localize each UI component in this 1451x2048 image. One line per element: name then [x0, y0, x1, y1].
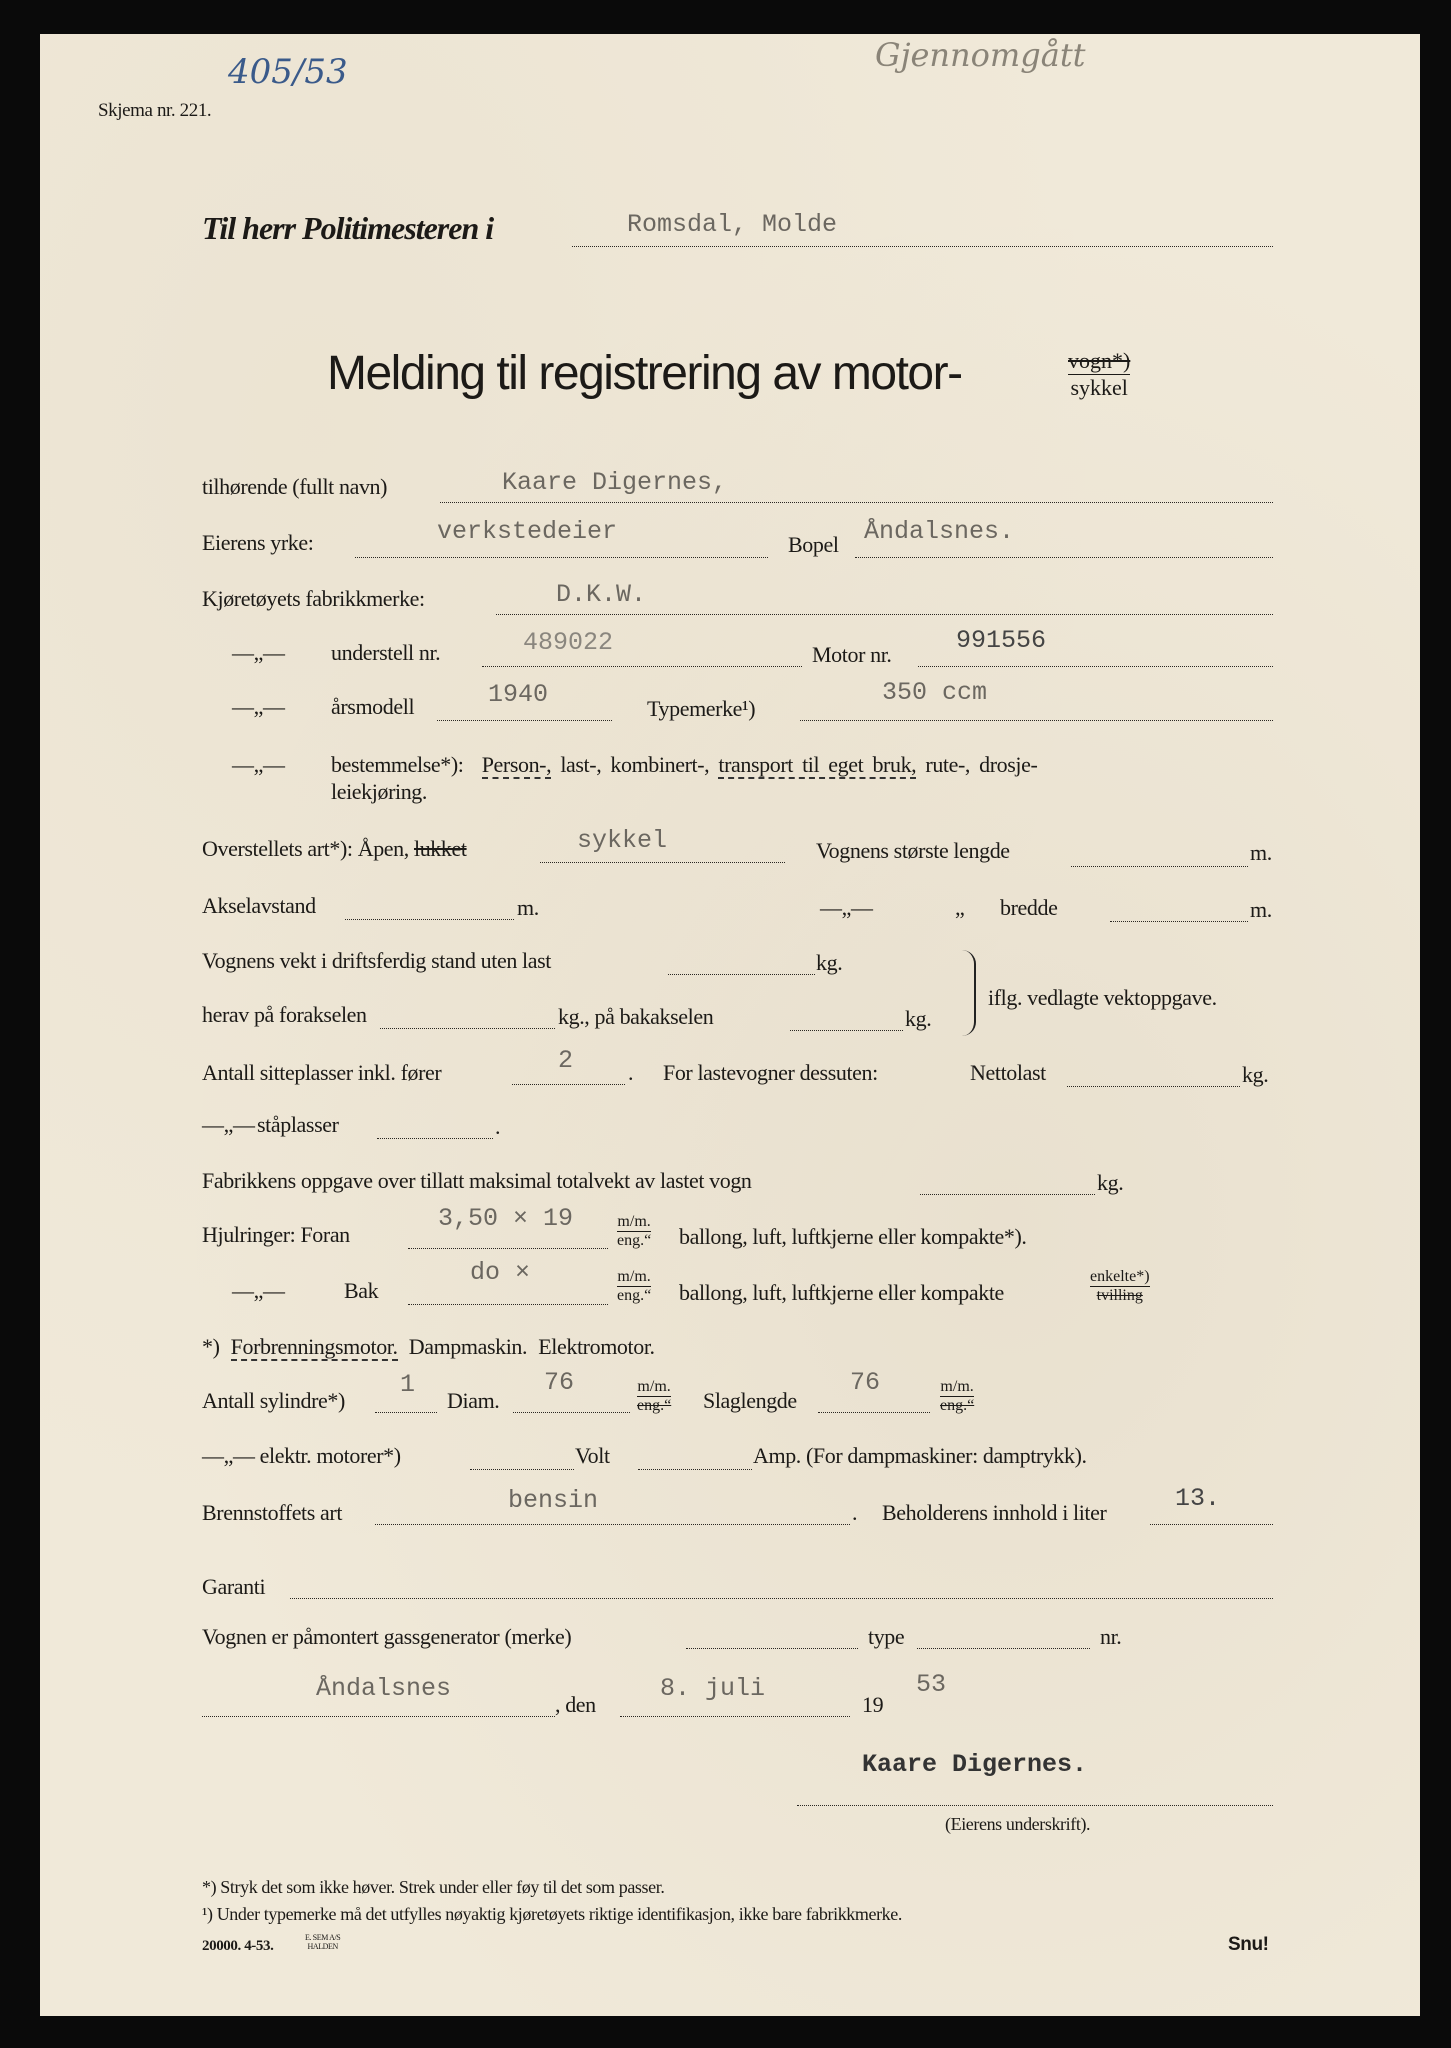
max-weight-unit: kg.	[1097, 1170, 1124, 1195]
purpose-transport-underlined: transport til eget bruk,	[718, 752, 917, 777]
tires-front-types: ballong, luft, luftkjerne eller kompakte*).	[679, 1224, 1027, 1249]
twin-option-struck: tvilling	[1096, 1287, 1143, 1304]
place-value: Åndalsnes	[316, 1674, 452, 1703]
gas-type-label: type	[868, 1624, 905, 1649]
length-label: Vognens største lengde	[816, 838, 1010, 863]
axle-field[interactable]	[345, 893, 514, 920]
engine-type-prefix: *)	[202, 1334, 220, 1359]
body-lukket-struck: lukket	[413, 836, 467, 861]
weight-note: iflg. vedlagte vektoppgave.	[988, 985, 1217, 1010]
diameter-label: Diam.	[447, 1388, 500, 1413]
unit-eng-struck: eng.“	[637, 1397, 672, 1414]
guarantee-label: Garanti	[202, 1574, 266, 1599]
date-value: 8. juli	[660, 1674, 766, 1703]
model-year-field[interactable]	[437, 680, 612, 721]
max-weight-field[interactable]	[920, 1168, 1095, 1195]
tank-label: Beholderens innhold i liter	[882, 1500, 1107, 1525]
body-field[interactable]	[540, 826, 785, 863]
residence-field[interactable]	[855, 517, 1273, 558]
occupation-value: verkstedeier	[437, 517, 618, 546]
print-info: 20000. 4-53.	[202, 1938, 274, 1954]
unit-mm: m/m.	[637, 1378, 671, 1395]
amp-label: Amp. (For dampmaskiner: damptrykk).	[753, 1443, 1087, 1468]
den-label: , den	[555, 1692, 596, 1717]
weight-label: Vognens vekt i driftsferdig stand uten last	[202, 948, 552, 973]
chassis-label: understell nr.	[331, 640, 441, 665]
diameter-value: 76	[544, 1368, 575, 1397]
rear-axle-label: kg., på bakakselen	[558, 1004, 714, 1029]
tires-rear-types: ballong, luft, luftkjerne eller kompakte	[679, 1280, 1004, 1305]
width-unit: m.	[1250, 897, 1272, 922]
unit-fraction	[617, 1268, 651, 1305]
chassis-value: 489022	[523, 628, 614, 657]
electric-motors-label: —„— elektr. motorer*)	[202, 1443, 401, 1468]
brace	[962, 950, 976, 1036]
gas-generator-field[interactable]	[686, 1622, 858, 1649]
unit-eng: eng.“	[617, 1287, 652, 1304]
ditto-mark: —„—	[202, 1112, 255, 1137]
gas-type-field[interactable]	[917, 1622, 1090, 1649]
weight-unit: kg.	[816, 950, 843, 975]
tank-field[interactable]	[1150, 1484, 1273, 1525]
unit-mm: m/m.	[617, 1213, 651, 1230]
purpose-last: last-, kombinert-,	[560, 752, 710, 777]
place-field[interactable]	[202, 1674, 555, 1717]
year-prefix: 19	[862, 1692, 884, 1717]
length-field[interactable]	[1071, 840, 1248, 867]
type-value: 350 ccm	[882, 678, 988, 707]
type-label: Typemerke¹)	[647, 696, 756, 721]
footnote-1: *) Stryk det som ikke høver. Strek under eller føy til det som passer.	[202, 1877, 665, 1897]
ditto-mark: —„—	[232, 1278, 285, 1303]
engine-combustion-underlined: Forbrenningsmotor.	[230, 1334, 398, 1359]
addressee-field[interactable]	[572, 210, 1273, 247]
make-value: D.K.W.	[556, 580, 647, 609]
engine-type-row	[202, 1334, 655, 1360]
single-twin-fraction	[1090, 1268, 1150, 1305]
axle-label: Akselavstand	[202, 893, 316, 918]
standing-field[interactable]	[377, 1112, 493, 1139]
ditto-mark: —„—	[820, 895, 873, 920]
residence-label: Bopel	[788, 532, 839, 557]
ditto-mark: —„—	[232, 694, 285, 719]
model-year-value: 1940	[488, 680, 549, 709]
width-field[interactable]	[1110, 895, 1248, 922]
motor-field[interactable]	[918, 626, 1273, 667]
printer-name: E. SEM A/S	[305, 1933, 341, 1942]
body-label-row	[202, 836, 467, 862]
unit-fraction	[617, 1213, 651, 1250]
occupation-field[interactable]	[355, 517, 768, 558]
year-suffix: 53	[916, 1670, 947, 1699]
chassis-field[interactable]	[482, 628, 802, 667]
printer-city: HALDEN	[307, 1942, 338, 1951]
addressee-value: Romsdal, Molde	[627, 210, 838, 239]
handwritten-reference: 405/53	[228, 52, 348, 92]
gas-nr-label: nr.	[1100, 1624, 1122, 1649]
owner-field[interactable]	[440, 468, 1273, 503]
rear-axle-field[interactable]	[790, 1004, 903, 1031]
make-field[interactable]	[496, 580, 1273, 615]
title-fraction	[1068, 348, 1130, 401]
front-axle-label: herav på forakselen	[202, 1002, 367, 1027]
tires-rear-value: do ×	[470, 1258, 531, 1287]
weight-field[interactable]	[668, 948, 815, 975]
ditto-mark: —„—	[232, 752, 285, 777]
seats-value: 2	[558, 1046, 574, 1075]
make-label: Kjøretøyets fabrikkmerke:	[202, 586, 425, 611]
stroke-field[interactable]	[818, 1368, 930, 1413]
seats-field[interactable]	[512, 1046, 625, 1085]
tires-rear-field[interactable]	[408, 1258, 608, 1305]
cylinders-value: 1	[400, 1370, 416, 1399]
purpose-line2: leiekjøring.	[331, 779, 428, 804]
ditto-quote: „	[955, 895, 965, 920]
motor-value: 991556	[956, 626, 1047, 655]
standing-period: .	[495, 1114, 501, 1139]
owner-label: tilhørende (fullt navn)	[202, 474, 388, 499]
front-axle-field[interactable]	[380, 1002, 555, 1029]
tires-rear-label: Bak	[344, 1278, 379, 1303]
seats-label: Antall sitteplasser inkl. fører	[202, 1060, 442, 1085]
type-field[interactable]	[800, 678, 1273, 721]
title-vogn-struck: vogn*)	[1068, 348, 1131, 373]
owner-signature: Kaare Digernes.	[862, 1750, 1088, 1779]
body-label: Overstellets art*): Åpen,	[202, 836, 409, 861]
tires-front-field[interactable]	[408, 1204, 608, 1249]
title-sykkel: sykkel	[1070, 375, 1128, 400]
stroke-value: 76	[850, 1368, 881, 1397]
purpose-rute: rute-, drosje-	[925, 752, 1038, 777]
purpose-person-underlined: Person-,	[481, 752, 552, 777]
handwritten-note: Gjennomgått	[875, 36, 1086, 74]
ditto-mark: —„—	[232, 640, 285, 665]
engine-electric: Elektromotor.	[538, 1334, 655, 1359]
body-value: sykkel	[577, 826, 668, 855]
residence-value: Åndalsnes.	[864, 517, 1015, 546]
length-unit: m.	[1250, 840, 1272, 865]
cylinders-label: Antall sylindre*)	[202, 1388, 345, 1413]
date-field[interactable]	[620, 1674, 850, 1717]
rear-axle-unit: kg.	[905, 1006, 932, 1031]
purpose-row	[331, 752, 1037, 778]
unit-eng: eng.“	[617, 1232, 652, 1249]
unit-fraction	[637, 1378, 671, 1415]
occupation-label: Eierens yrke:	[202, 530, 314, 555]
gas-generator-label: Vognen er påmontert gassgenerator (merke)	[202, 1624, 572, 1649]
cargo-label: For lastevogner dessuten:	[663, 1060, 878, 1085]
net-load-unit: kg.	[1242, 1062, 1269, 1087]
unit-fraction	[940, 1378, 974, 1415]
signature-line	[797, 1805, 1273, 1806]
engine-steam: Dampmaskin.	[408, 1334, 528, 1359]
cylinders-field[interactable]	[375, 1370, 437, 1413]
unit-mm: m/m.	[617, 1268, 651, 1285]
footnote-2: ¹) Under typemerke må det utfylles nøyaktig kjøretøyets riktige identifikasjon, ikke bare fabrikkmerke.	[202, 1904, 902, 1924]
fuel-value: bensin	[508, 1486, 599, 1515]
tires-front-value: 3,50 × 19	[438, 1204, 574, 1233]
net-load-field[interactable]	[1067, 1060, 1240, 1087]
printer-mark	[305, 1933, 340, 1951]
axle-unit: m.	[517, 895, 539, 920]
purpose-label: bestemmelse*):	[331, 752, 464, 777]
single-option: enkelte*)	[1090, 1268, 1150, 1285]
owner-value: Kaare Digernes,	[502, 468, 728, 497]
model-year-label: årsmodell	[331, 694, 415, 719]
addressee-label: Til herr Politimesteren i	[202, 210, 494, 246]
unit-mm: m/m.	[940, 1378, 974, 1395]
tires-front-label: Hjulringer: Foran	[202, 1222, 350, 1247]
standing-label: ståplasser	[257, 1112, 339, 1137]
seats-period: .	[628, 1060, 634, 1085]
page-title: Melding til registrering av motor-	[327, 347, 962, 400]
unit-eng-struck: eng.“	[940, 1397, 975, 1414]
volt-label: Volt	[575, 1443, 610, 1468]
max-weight-label: Fabrikkens oppgave over tillatt maksimal totalvekt av lastet vogn	[202, 1168, 752, 1193]
form-number: Skjema nr. 221.	[98, 100, 212, 121]
volt-field[interactable]	[470, 1443, 574, 1470]
diameter-field[interactable]	[513, 1368, 630, 1413]
amp-field[interactable]	[638, 1443, 752, 1470]
fuel-period: .	[852, 1500, 858, 1525]
tank-value: 13.	[1175, 1484, 1221, 1513]
signature-label: (Eierens underskrift).	[945, 1814, 1091, 1834]
stroke-label: Slaglengde	[703, 1388, 797, 1413]
motor-label: Motor nr.	[812, 642, 892, 667]
fuel-label: Brennstoffets art	[202, 1500, 343, 1525]
turn-over-note: Snu!	[1228, 1934, 1269, 1955]
fuel-field[interactable]	[375, 1486, 850, 1525]
width-label: bredde	[1000, 895, 1058, 920]
guarantee-field[interactable]	[290, 1572, 1273, 1599]
net-load-label: Nettolast	[970, 1060, 1046, 1085]
